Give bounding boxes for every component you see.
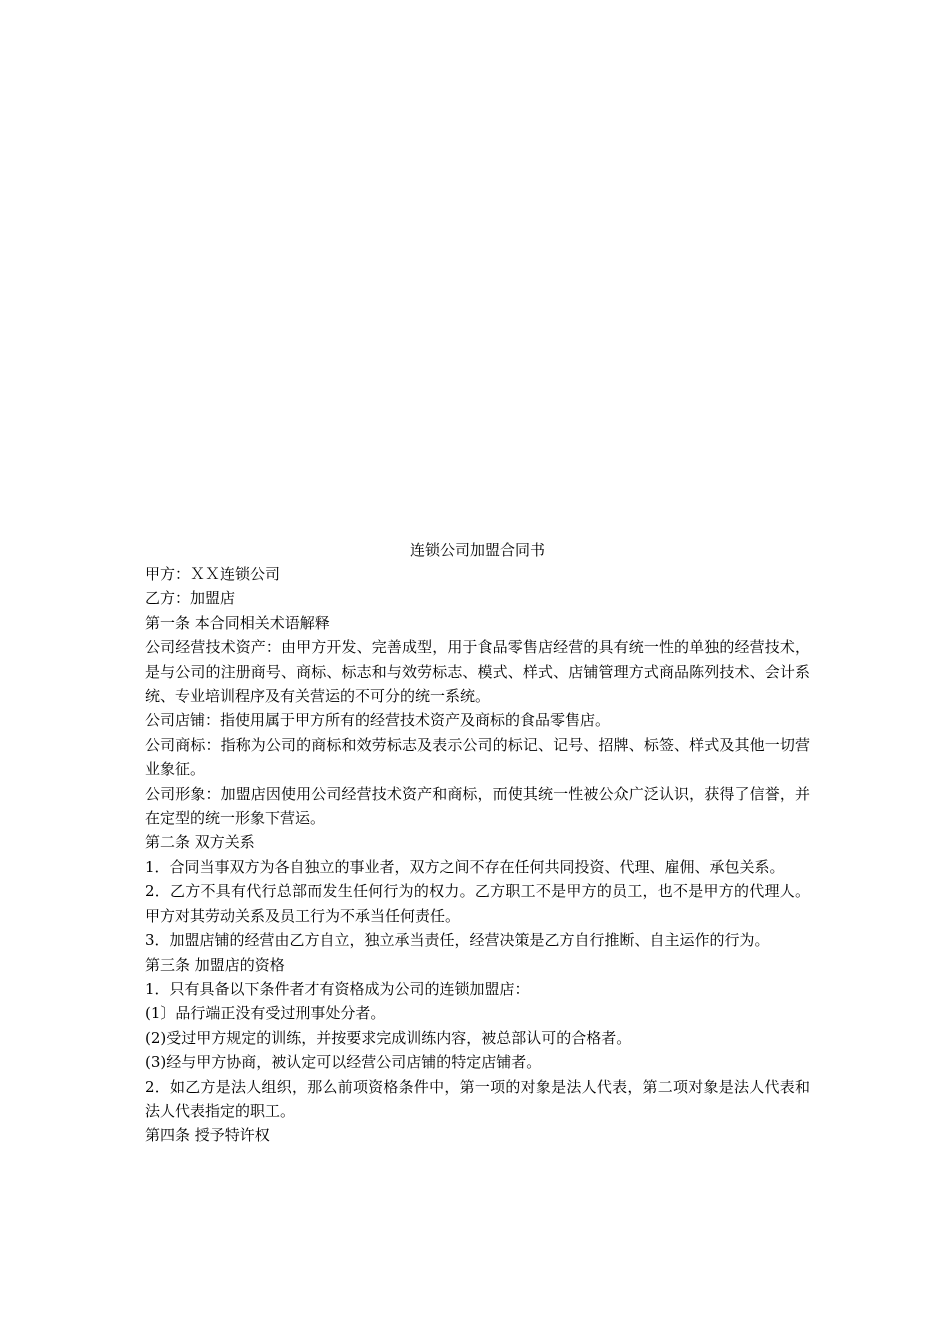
document-page bbox=[145, 538, 810, 1148]
article-2-heading: 第二条 双方关系 bbox=[145, 833, 255, 852]
article-3-subitem-1: (1〕品行端正没有受过刑事处分者。 bbox=[145, 1004, 386, 1023]
article-3-item-1: 1．只有具备以下条件者才有资格成为公司的连锁加盟店： bbox=[145, 979, 530, 998]
party-b-line: 乙方：加盟店 bbox=[145, 589, 236, 608]
article-3-heading: 第三条 加盟店的资格 bbox=[145, 955, 285, 974]
article-2-item-3: 3．加盟店铺的经营由乙方自立，独立承当责任，经营决策是乙方自行推断、自主运作的行为。 bbox=[145, 931, 770, 950]
article-3-item-2: 2．如乙方是法人组织，那么前项资格条件中，第一项的对象是法人代表，第二项对象是法人代表和法人代表指定的职工。 bbox=[145, 1077, 810, 1120]
article-4-heading: 第四条 授予特许权 bbox=[145, 1126, 270, 1145]
article-2-item-2: 2．乙方不具有代行总部而发生任何行为的权力。乙方职工不是甲方的员工，也不是甲方的代理人。甲方对其劳动关系及员工行为不承当任何责任。 bbox=[145, 882, 810, 925]
article-3-subitem-3: (3)经与甲方协商，被认定可以经营公司店铺的特定店铺者。 bbox=[145, 1053, 542, 1072]
article-2-item-1: 1．合同当事双方为各自独立的事业者，双方之间不存在任何共同投资、代理、雇佣、承包关系。 bbox=[145, 857, 785, 876]
article-3-subitem-2: (2)受过甲方规定的训练，并按要求完成训练内容，被总部认可的合格者。 bbox=[145, 1028, 632, 1047]
document-body bbox=[145, 562, 810, 1148]
document-title: 连锁公司加盟合同书 bbox=[409, 541, 545, 559]
definition-company-store: 公司店铺：指使用属于甲方所有的经营技术资产及商标的食品零售店。 bbox=[145, 711, 611, 730]
definition-technical-assets: 公司经营技术资产：由甲方开发、完善成型，用于食品零售店经营的具有统一性的单独的经营技术，是与公司的注册商号、商标、标志和与效劳标志、模式、样式、店铺管理方式商品陈列技术、会计系统、专业培训程序及有关营运的不可分的统一系统。 bbox=[145, 638, 810, 706]
definition-company-image: 公司形象：加盟店因使用公司经营技术资产和商标，而使其统一性被公众广泛认识，获得了信誉，并在定型的统一形象下营运。 bbox=[145, 784, 810, 828]
party-a-line: 甲方：ＸＸ连锁公司 bbox=[145, 565, 281, 583]
article-1-heading: 第一条 本合同相关术语解释 bbox=[145, 613, 330, 632]
definition-company-trademark: 公司商标：指称为公司的商标和效劳标志及表示公司的标记、记号、招牌、标签、样式及其他一切营业象征。 bbox=[145, 735, 810, 779]
